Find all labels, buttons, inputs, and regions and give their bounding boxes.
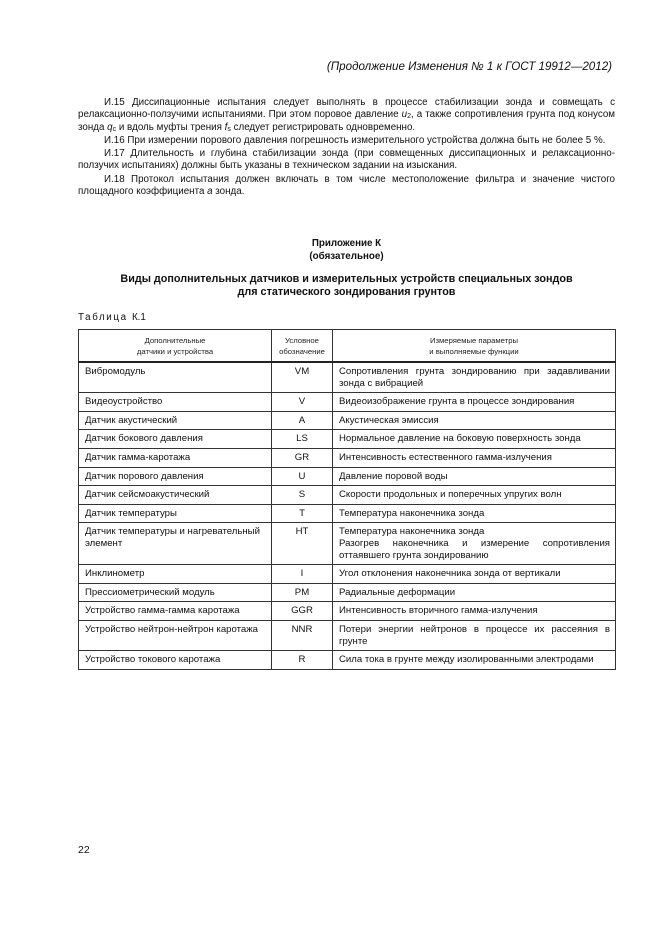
functions-cell (333, 602, 616, 621)
table-header-row (79, 330, 616, 363)
device-cell: Датчик гамма-каротажа (79, 448, 272, 467)
functions-cell (333, 583, 616, 602)
code-cell: VM (272, 362, 333, 393)
device-cell: Датчик сейсмоакустический (79, 486, 272, 505)
amendment-paragraphs (78, 97, 615, 199)
paragraph-i17: И.17 Длительность и глубина стабилизации зонда (при совмещенных диссипационных и релаксационно-ползучих испытаниях) должны быть указаны в техническом задании на изыскания. (78, 148, 615, 172)
table-label: Таблица К.1 (78, 312, 146, 323)
paragraph-i15: И.15 Диссипационные испытания следует выполнять в процессе стабилизации зонда и совмещать с релаксационно-ползучими испытаниями. При этом поровое давление $u_2$, а также сопротивления грунта под конусом зонда $q_c$ и вдоль муфты трения $f_s$ следует регистрировать одновременно. (78, 97, 616, 133)
device-cell: Датчик бокового давления (79, 430, 272, 449)
functions-cell (333, 411, 616, 430)
code-cell: NNR (272, 620, 333, 650)
function-line: Давление поровой воды (339, 470, 448, 482)
code-cell: HT (272, 523, 333, 565)
code-cell: PM (272, 583, 333, 602)
function-line: Разогрев наконечника и измерение сопротивления оттаявшего грунта зондированию (339, 537, 610, 561)
table-row (79, 651, 616, 670)
functions-cell (333, 651, 616, 670)
running-header: (Продолжение Изменения № 1 к ГОСТ 19912—2012) (326, 60, 612, 73)
code-cell: GGR (272, 602, 333, 621)
functions-cell (333, 620, 616, 650)
paragraph-i16: И.16 При измерении порового давления погрешность измерительного устройства должна быть не более 5 %. (104, 134, 606, 146)
function-line: Потери энергии нейтронов в процессе их рассеяния в грунте (339, 623, 610, 647)
functions-cell (333, 467, 616, 486)
function-line: Видеоизображение грунта в процессе зондирования (339, 396, 575, 408)
functions-cell (333, 486, 616, 505)
function-line: Интенсивность естественного гамма-излучения (339, 451, 552, 463)
header-devices: Дополнительные датчики и устройства (79, 330, 272, 363)
functions-cell (333, 362, 616, 393)
function-line: Нормальное давление на боковую поверхность зонда (339, 433, 581, 445)
table-row (79, 467, 616, 486)
table-row (79, 504, 616, 523)
function-line: Температура наконечника зонда (339, 526, 485, 538)
function-line: Радиальные деформации (339, 586, 456, 598)
header-code: Условное обозначение (272, 330, 333, 363)
functions-cell (333, 393, 616, 412)
code-cell: LS (272, 430, 333, 449)
device-cell: Видеоустройство (79, 393, 272, 412)
device-cell: Датчик порового давления (79, 467, 272, 486)
section-title: Виды дополнительных датчиков и измерительных устройств специальных зондов для статического зондирования грунтов (120, 273, 573, 298)
table-row (79, 486, 616, 505)
device-cell: Датчик температуры и нагревательный элемент (79, 523, 272, 565)
functions-cell (333, 430, 616, 449)
table-row (79, 602, 616, 621)
table-row (79, 411, 616, 430)
device-cell: Вибромодуль (79, 362, 272, 393)
table-row (79, 448, 616, 467)
device-cell: Датчик температуры (79, 504, 272, 523)
table-row (79, 620, 616, 650)
device-cell: Прессиометрический модуль (79, 583, 272, 602)
function-line: Акустическая эмиссия (339, 414, 439, 426)
code-cell: U (272, 467, 333, 486)
function-line: Угол отклонения наконечника зонда от вертикали (339, 568, 561, 580)
appendix-title: Приложение К (311, 238, 382, 249)
device-cell: Устройство токового каротажа (79, 651, 272, 670)
functions-cell (333, 523, 616, 565)
device-cell: Устройство гамма-гамма каротажа (79, 602, 272, 621)
function-line: Сопротивления грунта зондированию при задавливании зонда с вибрацией (339, 366, 610, 389)
code-cell: GR (272, 448, 333, 467)
function-line: Температура наконечника зонда (339, 507, 485, 519)
paragraph-i18: И.18 Протокол испытания должен включать в том числе местоположение фильтра и значение чистого площадного коэффициента a зонда. (78, 173, 615, 198)
code-cell: V (272, 393, 333, 412)
table-body (79, 362, 616, 669)
table-row (79, 430, 616, 449)
header-functions: Измеряемые параметры и выполняемые функции (333, 330, 616, 363)
function-line: Сила тока в грунте между изолированными электродами (339, 654, 594, 666)
table-row (79, 362, 616, 393)
appendix-status: (обязательное) (309, 251, 384, 262)
table-row (79, 393, 616, 412)
device-cell: Инклинометр (79, 565, 272, 584)
function-line: Интенсивность вторичного гамма-излучения (339, 605, 538, 617)
code-cell: R (272, 651, 333, 670)
table-row (79, 565, 616, 584)
sensors-table (78, 329, 616, 670)
device-cell: Устройство нейтрон-нейтрон каротажа (79, 620, 272, 650)
code-cell: T (272, 504, 333, 523)
device-cell: Датчик акустический (79, 411, 272, 430)
table-row (79, 583, 616, 602)
function-line: Скорости продольных и поперечных упругих волн (339, 489, 562, 501)
code-cell: S (272, 486, 333, 505)
table-row (79, 523, 616, 565)
functions-cell (333, 448, 616, 467)
functions-cell (333, 565, 616, 584)
code-cell: I (272, 565, 333, 584)
page-number: 22 (78, 844, 90, 856)
code-cell: A (272, 411, 333, 430)
functions-cell (333, 504, 616, 523)
